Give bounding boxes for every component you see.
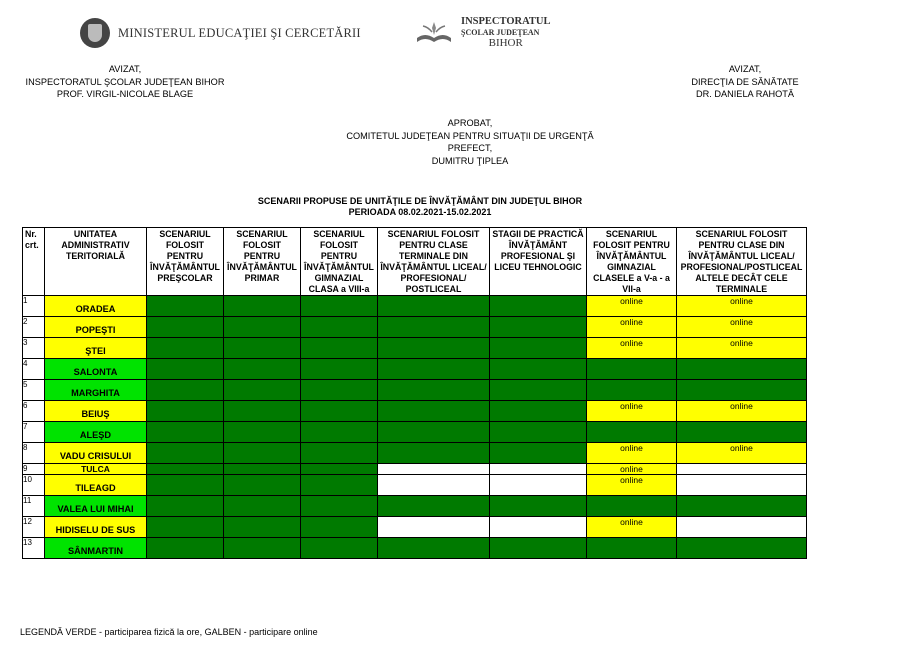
scenario-cell [490, 538, 587, 559]
scenario-cell [490, 401, 587, 422]
header-primar: SCENARIUL FOLOSIT PENTRU ÎNVĂŢĂMÂNTUL PRIMAR [224, 228, 301, 296]
scenario-cell: online [587, 296, 677, 317]
unit-name: SALONTA [45, 359, 147, 380]
scenarios-table [22, 227, 807, 559]
scenario-cell: online [587, 338, 677, 359]
scenario-cell [301, 496, 378, 517]
approval-isj [20, 63, 230, 101]
header-alte-clase-liceu: SCENARIUL FOLOSIT PENTRU CLASE DIN ÎNVĂŢĂMÂNTUL LICEAL/ PROFESIONAL/POSTLICEAL ALTELE DECÂT CELE TERMINALE [677, 228, 807, 296]
scenario-cell: online [677, 296, 807, 317]
scenario-cell [378, 538, 490, 559]
scenario-cell [147, 296, 224, 317]
scenario-cell [378, 517, 490, 538]
row-number: 12 [23, 517, 45, 538]
scenario-cell [490, 496, 587, 517]
scenario-cell [147, 359, 224, 380]
isj-line-2: ŞCOLAR JUDEŢEAN [461, 28, 540, 37]
scenario-cell [677, 517, 807, 538]
scenario-cell [224, 538, 301, 559]
table-row [23, 359, 807, 380]
scenario-cell [587, 422, 677, 443]
scenario-cell [378, 464, 490, 475]
scenario-cell [490, 338, 587, 359]
scenario-cell [224, 422, 301, 443]
scenario-cell: online [677, 317, 807, 338]
table-body [23, 296, 807, 559]
table-row [23, 538, 807, 559]
isj-line-1: INSPECTORATUL [461, 16, 551, 27]
document-title [200, 196, 640, 218]
unit-name: TILEAGD [45, 475, 147, 496]
scenario-cell [378, 380, 490, 401]
approval-line: AVIZAT, [728, 64, 762, 74]
scenario-cell [224, 296, 301, 317]
scenario-cell [147, 517, 224, 538]
scenario-cell [490, 475, 587, 496]
scenario-cell [301, 296, 378, 317]
scenario-cell [378, 443, 490, 464]
approval-line: APROBAT, [447, 118, 493, 128]
unit-name: ALEŞD [45, 422, 147, 443]
table-row [23, 464, 807, 475]
scenario-cell [147, 422, 224, 443]
table-row [23, 443, 807, 464]
scenario-cell [147, 317, 224, 338]
scenario-cell [147, 464, 224, 475]
approval-prefect [330, 117, 610, 167]
row-number: 3 [23, 338, 45, 359]
scenario-cell [224, 359, 301, 380]
scenario-cell [147, 496, 224, 517]
approval-line: AVIZAT, [108, 64, 142, 74]
row-number: 2 [23, 317, 45, 338]
table-row [23, 296, 807, 317]
isj-line-3: BIHOR [488, 37, 523, 49]
header-prescolar: SCENARIUL FOLOSIT PENTRU ÎNVĂŢĂMÂNTUL PREŞCOLAR [147, 228, 224, 296]
unit-name: SÂNMARTIN [45, 538, 147, 559]
scenario-cell [587, 380, 677, 401]
open-book-icon [415, 18, 453, 48]
scenario-cell [490, 422, 587, 443]
scenario-cell [147, 380, 224, 401]
row-number: 5 [23, 380, 45, 401]
scenario-cell [147, 475, 224, 496]
title-line-2: PERIOADA 08.02.2021-15.02.2021 [348, 207, 492, 217]
scenario-cell: online [587, 475, 677, 496]
scenario-cell [490, 296, 587, 317]
scenario-cell [587, 359, 677, 380]
table-row [23, 380, 807, 401]
approval-line: PREFECT, [447, 143, 493, 153]
scenario-cell [587, 538, 677, 559]
scenario-cell: online [677, 338, 807, 359]
unit-name: ORADEA [45, 296, 147, 317]
scenario-cell [677, 422, 807, 443]
scenario-cell [490, 443, 587, 464]
table-row [23, 401, 807, 422]
scenario-cell [301, 380, 378, 401]
scenario-cell [224, 475, 301, 496]
scenario-cell [677, 538, 807, 559]
row-number: 4 [23, 359, 45, 380]
scenario-cell [378, 317, 490, 338]
scenario-cell: online [587, 401, 677, 422]
approval-line: PROF. VIRGIL-NICOLAE BLAGE [56, 89, 194, 99]
scenario-cell [378, 475, 490, 496]
scenario-cell [301, 464, 378, 475]
scenario-cell: online [587, 443, 677, 464]
scenario-cell [301, 359, 378, 380]
approval-line: DIRECŢIA DE SĂNĂTATE [691, 76, 799, 87]
title-line-1: SCENARII PROPUSE DE UNITĂŢILE DE ÎNVĂŢĂMÂNT DIN JUDEŢUL BIHOR [257, 196, 583, 206]
scenario-cell [301, 517, 378, 538]
scenario-cell [147, 401, 224, 422]
header-gimnazial-viii: SCENARIUL FOLOSIT PENTRU ÎNVĂŢĂMÂNTUL GIMNAZIAL CLASA a VIII-a [301, 228, 378, 296]
scenario-cell [224, 338, 301, 359]
table-row [23, 496, 807, 517]
approval-line: DUMITRU ŢIPLEA [431, 155, 509, 166]
scenario-cell [224, 401, 301, 422]
scenario-cell [677, 464, 807, 475]
scenario-cell [378, 296, 490, 317]
unit-name: VALEA LUI MIHAI [45, 496, 147, 517]
scenario-cell [301, 317, 378, 338]
row-number: 8 [23, 443, 45, 464]
header-gimnazial-v-vii: SCENARIUL FOLOSIT PENTRU ÎNVĂŢĂMÂNTUL GIMNAZIAL CLASELE a V-a - a VII-a [587, 228, 677, 296]
scenario-cell [301, 538, 378, 559]
header-nr: Nr. crt. [23, 228, 45, 296]
header-stagii-practica: STAGII DE PRACTICĂ ÎNVĂŢĂMÂNT PROFESIONAL ŞI LICEU TEHNOLOGIC [490, 228, 587, 296]
unit-name: VADU CRISULUI [45, 443, 147, 464]
coat-of-arms-icon [80, 18, 110, 48]
scenario-cell [378, 401, 490, 422]
header-clase-terminale: SCENARIUL FOLOSIT PENTRU CLASE TERMINALE DIN ÎNVĂŢĂMÂNTUL LICEAL/ PROFESIONAL/ POSTLICEAL [378, 228, 490, 296]
ministry-name: MINISTERUL EDUCAŢIEI ŞI CERCETĂRII [118, 25, 361, 40]
row-number: 1 [23, 296, 45, 317]
scenario-cell [301, 338, 378, 359]
unit-name: POPEŞTI [45, 317, 147, 338]
unit-name: MARGHITA [45, 380, 147, 401]
scenario-cell [378, 359, 490, 380]
header-unit: UNITATEA ADMINISTRATIV TERITORIALĂ [45, 228, 147, 296]
scenario-cell: online [587, 317, 677, 338]
row-number: 13 [23, 538, 45, 559]
table-row [23, 317, 807, 338]
row-number: 7 [23, 422, 45, 443]
scenario-cell [587, 496, 677, 517]
scenario-cell [301, 443, 378, 464]
unit-name: HIDISELU DE SUS [45, 517, 147, 538]
unit-name: BEIUŞ [45, 401, 147, 422]
table-row [23, 517, 807, 538]
scenario-cell: online [587, 517, 677, 538]
row-number: 11 [23, 496, 45, 517]
scenario-cell [301, 401, 378, 422]
table-header-row [23, 228, 807, 296]
approval-line: COMITETUL JUDEŢEAN PENTRU SITUAŢII DE URGENŢĂ [346, 130, 594, 141]
scenario-cell [147, 538, 224, 559]
unit-name: ŞTEI [45, 338, 147, 359]
scenario-cell: online [677, 443, 807, 464]
scenario-cell [224, 517, 301, 538]
table-row [23, 338, 807, 359]
unit-name: TULCA [45, 464, 147, 475]
scenario-cell [378, 496, 490, 517]
scenario-cell [490, 380, 587, 401]
scenario-cell [224, 496, 301, 517]
scenario-cell [677, 359, 807, 380]
scenario-cell: online [587, 464, 677, 475]
scenario-cell [677, 380, 807, 401]
scenario-cell: online [677, 401, 807, 422]
approval-line: INSPECTORATUL ŞCOLAR JUDEŢEAN BIHOR [25, 76, 225, 87]
isj-logo [415, 16, 550, 49]
row-number: 9 [23, 464, 45, 475]
scenario-cell [301, 475, 378, 496]
row-number: 10 [23, 475, 45, 496]
scenario-cell [378, 422, 490, 443]
approval-line: DR. DANIELA RAHOTĂ [695, 89, 795, 99]
row-number: 6 [23, 401, 45, 422]
scenario-cell [490, 517, 587, 538]
scenario-cell [224, 464, 301, 475]
approval-dsp [660, 63, 830, 101]
scenario-cell [301, 422, 378, 443]
scenario-cell [224, 380, 301, 401]
table-row [23, 422, 807, 443]
scenario-cell [224, 443, 301, 464]
legend: LEGENDĂ VERDE - participarea fizică la ore, GALBEN - participare online [20, 627, 318, 637]
table-row [23, 475, 807, 496]
scenario-cell [490, 464, 587, 475]
scenario-cell [224, 317, 301, 338]
scenario-cell [677, 475, 807, 496]
scenario-cell [490, 317, 587, 338]
scenario-cell [147, 338, 224, 359]
scenario-cell [147, 443, 224, 464]
scenario-cell [490, 359, 587, 380]
scenario-cell [378, 338, 490, 359]
ministry-logo [80, 18, 361, 48]
scenario-cell [677, 496, 807, 517]
